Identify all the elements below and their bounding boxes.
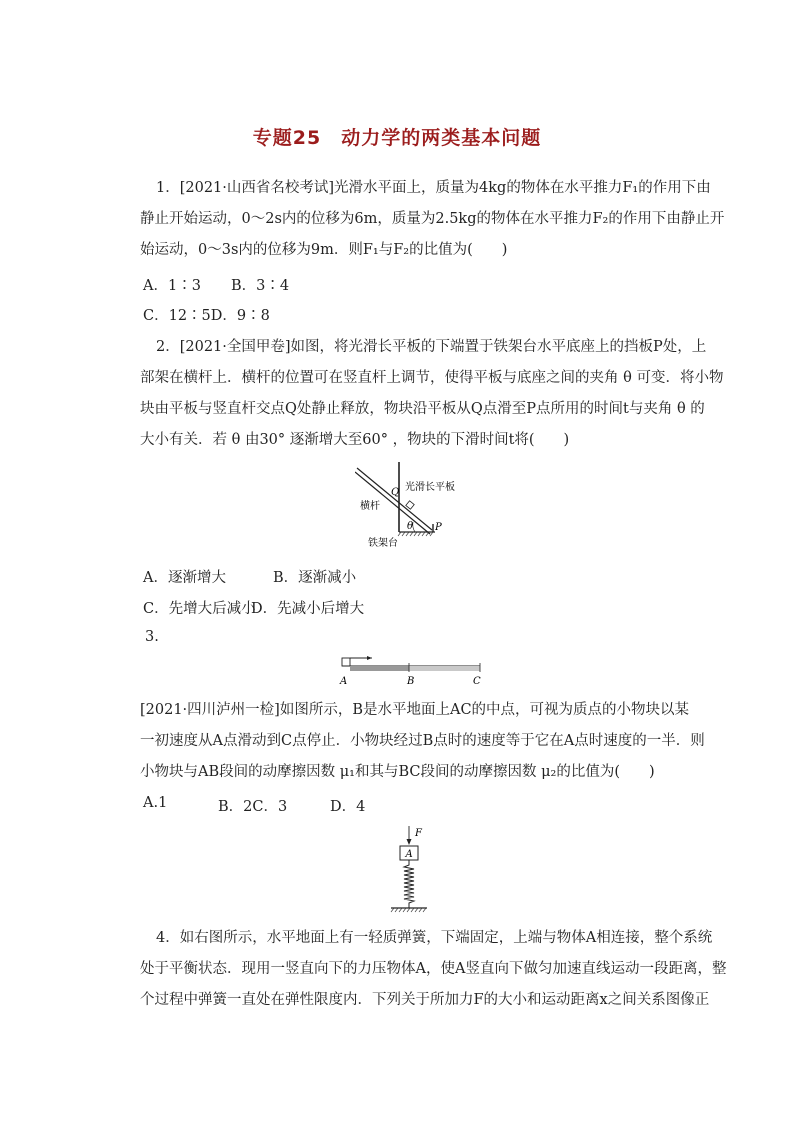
label-a: A <box>340 676 348 687</box>
label-crossbar: 横杆 <box>360 501 380 512</box>
q2-line-4: 大小有关．若 θ 由30° 逐渐增大至60° ，物块的下滑时间t将( ) <box>140 432 570 448</box>
page-title: 专题25 动力学的两类基本问题 <box>252 127 542 149</box>
label-theta: θ <box>407 521 414 532</box>
label-iron-stand: 铁架台 <box>368 538 398 549</box>
q4-line-2: 处于平衡状态．现用一竖直向下的力压物体A，使A竖直向下做匀加速直线运动一段距离，整 <box>140 961 727 977</box>
q1-option-b: B．3∶4 <box>231 278 290 294</box>
q4-line-3: 个过程中弹簧一直处在弹性限度内．下列关于所加力F的大小和运动距离x之间关系图像正 <box>140 992 710 1008</box>
velocity-arrow-head <box>367 656 372 660</box>
force-arrow-head <box>407 839 412 845</box>
label-q: Q <box>391 487 400 498</box>
label-a: A <box>405 849 413 860</box>
q3-figure-ground <box>338 650 488 690</box>
q2-line-2: 部架在横杆上．横杆的位置可在竖直杆上调节，使得平板与底座之间的夹角 θ 可变．将小物 <box>140 370 724 386</box>
q1-line-1: 1．[2021·山西省名校考试]光滑水平面上，质量为4kg的物体在水平推力F₁的作用下由 <box>156 180 711 196</box>
small-block <box>342 658 350 666</box>
q2-option-d: D．先减小后增大 <box>251 601 365 617</box>
q3-option-a: A.1 <box>143 795 168 811</box>
q3-number: 3. <box>145 629 159 645</box>
angle-arc <box>413 522 415 532</box>
label-c: C <box>473 676 481 687</box>
q3-option-d: D．4 <box>330 799 366 815</box>
ground-bc-segment <box>409 666 480 671</box>
label-smooth-board: 光滑长平板 <box>405 482 455 493</box>
label-p: P <box>435 522 442 533</box>
q3-line-1: [2021·四川泸州一检]如图所示，B是水平地面上AC的中点，可视为质点的小物块以某 <box>140 702 690 718</box>
q2-option-a: A．逐渐增大 <box>143 570 226 586</box>
q3-option-bc: B．2C．3 <box>218 799 288 815</box>
smooth-board-top <box>357 468 432 530</box>
label-b: B <box>407 676 415 687</box>
q2-option-b: B．逐渐减小 <box>273 570 357 586</box>
small-block <box>406 501 414 509</box>
q4-line-1: 4．如右图所示，水平地面上有一轻质弹簧，下端固定，上端与物体A相连接，整个系统 <box>156 930 713 946</box>
q2-line-1: 2．[2021·全国甲卷]如图，将光滑长平板的下端置于铁架台水平底座上的挡板P处，上 <box>156 339 707 355</box>
q3-line-2: 一初速度从A点滑动到C点停止．小物块经过B点时的速度等于它在A点时速度的一半．则 <box>140 733 705 749</box>
q2-option-c: C．先增大后减小 <box>143 601 256 617</box>
q1-line-2: 静止开始运动，0～2s内的位移为6m，质量为2.5kg的物体在水平推力F₂的作用下由静止开 <box>140 211 725 227</box>
q1-line-3: 始运动，0～3s内的位移为9m．则F₁与F₂的比值为( ) <box>140 242 508 258</box>
q4-figure-spring <box>384 822 434 916</box>
q2-figure-incline <box>355 458 455 554</box>
q3-line-3: 小物块与AB段间的动摩擦因数 μ₁和其与BC段间的动摩擦因数 μ₂的比值为( ) <box>140 764 655 780</box>
q2-line-3: 块由平板与竖直杆交点Q处静止释放，物块沿平板从Q点滑至P点所用的时间t与夹角 θ 的 <box>140 401 705 417</box>
spring-coil <box>404 860 414 908</box>
label-f: F <box>415 828 422 839</box>
q1-option-a: A．1∶3 <box>143 278 201 294</box>
ground-ab-segment <box>350 666 409 671</box>
q1-option-cd: C．12∶5D．9∶8 <box>143 308 270 324</box>
